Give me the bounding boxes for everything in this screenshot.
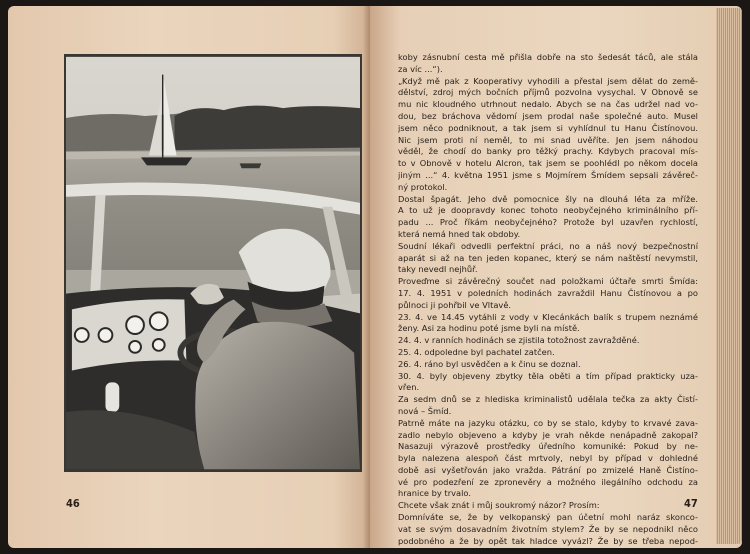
text-line: půlnoci ji pohřbil ve Vltavě. (398, 299, 512, 310)
text-line: věděl, že chodí do banky pro těžký prachy. Kdybych pracoval mís- (398, 146, 698, 157)
text-line: zadlo nebylo objeveno a kdyby je vrah někde nenápadně zakopal? (398, 429, 698, 440)
text-line: Za sedm dnů se z hlediska kriminalistů udělala tečka za akty Čistí- (398, 394, 698, 405)
text-line: době asi vyšetřován jako vražda. Pátrání po zmizelé Haně Čistíno- (398, 464, 698, 475)
text-line: nová – Šmíd. (398, 405, 452, 416)
text-line: podobného a že by opět tak hladce vyvázl? Že by se třeba nepod- (398, 535, 698, 546)
open-book (8, 6, 742, 548)
text-line: která nemá hned tak obdoby. (398, 228, 521, 239)
page-number-right: 47 (684, 497, 698, 510)
text-line: vat se svým dosavadním životním stylem? Že by se nepodnikl něco (398, 523, 698, 534)
text-line: byla nalezena alespoň část mrtvoly, nebyl by případ v dohledné (398, 453, 698, 464)
text-line: Dostal špagát. Jeho dvě pomocnice šly na dlouhá léta za mříže. (398, 193, 698, 204)
text-line: Patrně máte na jazyku otázku, co by se stalo, kdyby to krvavé zava- (398, 417, 698, 428)
text-line: 23. 4. ve 14.45 vytáhli z vody v Klecánkách balík s trupem neznámé (398, 311, 698, 322)
text-line: Domníváte se, že by velkopanský pan účetní mohl naráz skonco- (398, 512, 698, 523)
text-line: taky nevedl nejhůř. (398, 264, 478, 275)
text-line: Soudní lékaři odvedli perfektní práci, no a náš nový bezpečnostní (398, 240, 698, 251)
text-line: dou, bez bráchova vědomí jsem prodal naše společné auto. Musel (398, 110, 698, 121)
text-line: Nic jsem proti ní neměl, to mi snad uvěříte. Jen jsem náhodou (398, 134, 698, 145)
text-line: 30. 4. byly objeveny zbytky těla oběti a tím případ prakticky uza- (398, 370, 698, 381)
text-line: A to už je doopravdy konec tohoto neobyčejného kriminálního pří- (398, 205, 698, 216)
text-line: 17. 4. 1951 v poledních hodinách zavraždil Hanu Čistínovou a po (398, 287, 698, 298)
text-line: koby zásnubní cesta mě přišla dobře na sto šedesát táců, ale stála (398, 52, 698, 62)
text-line: vřen. (398, 382, 420, 393)
text-line: 25. 4. odpoledne byl pachatel zatčen. (398, 346, 555, 357)
text-line: Chcete však znát i můj soukromý názor? Prosím: (398, 500, 600, 511)
text-line: aparát si až na ten jeden kopanec, který se nám naštěstí nevymstil, (398, 252, 698, 263)
page-number-left: 46 (66, 497, 80, 510)
text-line: 24. 4. v ranních hodinách se zjistila totožnost zavražděné. (398, 335, 640, 346)
text-line: ženy. Asi za hodinu poté jsme byli na místě. (398, 323, 580, 334)
text-line: Nasazuji výrazově prostředky úředního komuniké: Pokud by ne- (398, 441, 698, 452)
text-line: hranice by trvalo. (398, 488, 471, 499)
text-line: mu nic kloudného utrhnout nedalo. Abych se na čas udržel nad vo- (398, 99, 698, 110)
text-line: jiným ...“ 4. května 1951 jsme s Mojmírem Šmídem sepsali závěreč- (398, 169, 698, 180)
text-line: to v Obnově v hotelu Alcron, tak jsem se poohlédl po někom docela (398, 158, 698, 169)
text-line: dělství, zdroj mých bočních příjmů pozvolna vysychal. V Obnově se (398, 87, 698, 98)
text-line: 26. 4. ráno byl usvědčen a k činu se doznal. (398, 358, 581, 369)
photo-motorboat-icon (66, 56, 360, 470)
left-page (8, 6, 370, 548)
text-line: jsem něco podniknout, a tak jsem si vyhlídnul tu Hanu Čistínovou. (398, 122, 698, 133)
text-line: vé pro podezření ze zpronevěry a možného ilegálního odchodu za (398, 476, 698, 487)
book-photo (64, 54, 362, 472)
text-line: Proveďme si závěrečný součet nad položkami účtaře smrti Šmída: (398, 276, 698, 287)
text-line: „Když mě pak z Kooperativy vyhodili a přestal jsem dělat do země- (398, 75, 698, 86)
text-line: za víc ...“). (398, 63, 443, 74)
text-line: padu ... Proč říkám neobyčejného? Protože byl uzavřen rychlostí, (398, 217, 698, 228)
page-edges (716, 8, 742, 544)
text-line: ný protokol. (398, 181, 448, 192)
body-text (398, 52, 698, 547)
